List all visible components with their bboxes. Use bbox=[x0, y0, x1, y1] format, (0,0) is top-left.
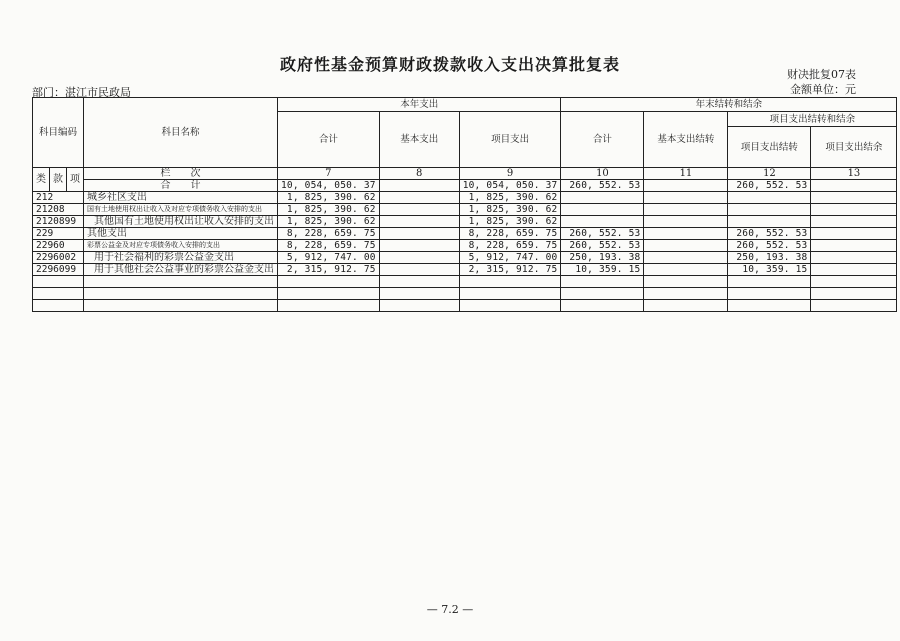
col-number: 7 bbox=[278, 168, 380, 180]
total-cell bbox=[379, 180, 459, 192]
value-cell bbox=[811, 216, 897, 228]
value-cell: 1, 825, 390. 62 bbox=[278, 204, 380, 216]
col-number: 11 bbox=[644, 168, 728, 180]
value-cell bbox=[379, 240, 459, 252]
value-cell: 1, 825, 390. 62 bbox=[459, 216, 561, 228]
empty-row bbox=[33, 276, 897, 288]
col-number: 12 bbox=[728, 168, 811, 180]
value-cell bbox=[811, 264, 897, 276]
col-number: 9 bbox=[459, 168, 561, 180]
value-cell: 260, 552. 53 bbox=[561, 228, 644, 240]
department-label: 部门：湛江市民政局 bbox=[32, 86, 131, 99]
value-cell bbox=[644, 204, 728, 216]
table-row bbox=[33, 192, 897, 204]
project-surplus-header: 项目支出结余 bbox=[811, 127, 897, 168]
col-number: 8 bbox=[379, 168, 459, 180]
subject-name: 国有土地使用权出让收入及对应专项债务收入安排的支出 bbox=[84, 204, 278, 216]
subject-name: 彩票公益金及对应专项债务收入安排的支出 bbox=[84, 240, 278, 252]
empty-row bbox=[33, 288, 897, 300]
subject-name: 其他支出 bbox=[84, 228, 278, 240]
value-cell bbox=[561, 204, 644, 216]
value-cell: 2, 315, 912. 75 bbox=[278, 264, 380, 276]
value-cell bbox=[644, 264, 728, 276]
value-cell bbox=[379, 252, 459, 264]
year-end-header: 年末结转和结余 bbox=[561, 98, 897, 112]
total-cell: 260, 552. 53 bbox=[561, 180, 644, 192]
value-cell bbox=[644, 228, 728, 240]
value-cell bbox=[379, 204, 459, 216]
subject-code: 2120899 bbox=[33, 216, 84, 228]
value-cell bbox=[728, 204, 811, 216]
value-cell bbox=[644, 240, 728, 252]
total-cell bbox=[811, 180, 897, 192]
xiang-header: 项 bbox=[67, 168, 84, 192]
subject-code: 21208 bbox=[33, 204, 84, 216]
value-cell bbox=[644, 252, 728, 264]
subject-code: 212 bbox=[33, 192, 84, 204]
value-cell: 260, 552. 53 bbox=[728, 228, 811, 240]
subject-code: 2296002 bbox=[33, 252, 84, 264]
subject-name: 用于其他社会公益事业的彩票公益金支出 bbox=[84, 264, 278, 276]
budget-table bbox=[32, 97, 897, 312]
col-number: 10 bbox=[561, 168, 644, 180]
value-cell: 250, 193. 38 bbox=[561, 252, 644, 264]
value-cell: 2, 315, 912. 75 bbox=[459, 264, 561, 276]
subject-name-header: 科目名称 bbox=[84, 98, 278, 168]
subject-code: 229 bbox=[33, 228, 84, 240]
value-cell: 8, 228, 659. 75 bbox=[459, 240, 561, 252]
ye-total-header: 合计 bbox=[561, 112, 644, 168]
total-cell: 10, 054, 050. 37 bbox=[459, 180, 561, 192]
value-cell bbox=[561, 216, 644, 228]
value-cell: 10, 359. 15 bbox=[728, 264, 811, 276]
table-row bbox=[33, 216, 897, 228]
value-cell bbox=[379, 192, 459, 204]
column-number-row bbox=[33, 168, 897, 180]
table-row bbox=[33, 204, 897, 216]
header-row-1 bbox=[33, 98, 897, 112]
empty-row bbox=[33, 300, 897, 312]
totals-row bbox=[33, 180, 897, 192]
project-header: 项目支出 bbox=[459, 112, 561, 168]
table-row bbox=[33, 228, 897, 240]
amount-unit: 金额单位：元 bbox=[790, 83, 856, 96]
value-cell: 260, 552. 53 bbox=[561, 240, 644, 252]
value-cell: 1, 825, 390. 62 bbox=[278, 192, 380, 204]
total-cell: 260, 552. 53 bbox=[728, 180, 811, 192]
project-carry-group-header: 项目支出结转和结余 bbox=[728, 112, 897, 127]
value-cell bbox=[379, 264, 459, 276]
basic-carry-header: 基本支出结转 bbox=[644, 112, 728, 168]
subject-code: 2296099 bbox=[33, 264, 84, 276]
value-cell: 5, 912, 747. 00 bbox=[459, 252, 561, 264]
value-cell bbox=[811, 240, 897, 252]
form-code: 财决批复07表 bbox=[787, 68, 856, 81]
value-cell: 1, 825, 390. 62 bbox=[278, 216, 380, 228]
basic-header: 基本支出 bbox=[379, 112, 459, 168]
sum-label: 合 计 bbox=[84, 180, 278, 192]
table-row bbox=[33, 264, 897, 276]
value-cell: 8, 228, 659. 75 bbox=[278, 240, 380, 252]
value-cell: 5, 912, 747. 00 bbox=[278, 252, 380, 264]
value-cell: 8, 228, 659. 75 bbox=[278, 228, 380, 240]
value-cell bbox=[728, 216, 811, 228]
total-cell: 10, 054, 050. 37 bbox=[278, 180, 380, 192]
value-cell: 250, 193. 38 bbox=[728, 252, 811, 264]
subject-name: 城乡社区支出 bbox=[84, 192, 278, 204]
total-header: 合计 bbox=[278, 112, 380, 168]
value-cell: 8, 228, 659. 75 bbox=[459, 228, 561, 240]
value-cell bbox=[728, 192, 811, 204]
subject-code-header: 科目编码 bbox=[33, 98, 84, 168]
table-row bbox=[33, 252, 897, 264]
subject-name: 用于社会福利的彩票公益金支出 bbox=[84, 252, 278, 264]
value-cell: 1, 825, 390. 62 bbox=[459, 204, 561, 216]
value-cell bbox=[561, 192, 644, 204]
value-cell bbox=[644, 192, 728, 204]
value-cell: 1, 825, 390. 62 bbox=[459, 192, 561, 204]
value-cell bbox=[811, 192, 897, 204]
value-cell bbox=[379, 228, 459, 240]
table-row bbox=[33, 240, 897, 252]
subject-code: 22960 bbox=[33, 240, 84, 252]
lei-header: 类 bbox=[33, 168, 50, 192]
value-cell bbox=[811, 228, 897, 240]
current-year-header: 本年支出 bbox=[278, 98, 561, 112]
value-cell: 10, 359. 15 bbox=[561, 264, 644, 276]
total-cell bbox=[644, 180, 728, 192]
value-cell bbox=[644, 216, 728, 228]
project-carry-header: 项目支出结转 bbox=[728, 127, 811, 168]
subject-name: 其他国有土地使用权出让收入安排的支出 bbox=[84, 216, 278, 228]
value-cell: 260, 552. 53 bbox=[728, 240, 811, 252]
row-label: 栏 次 bbox=[84, 168, 278, 180]
value-cell bbox=[379, 216, 459, 228]
col-number: 13 bbox=[811, 168, 897, 180]
page-title: 政府性基金预算财政拨款收入支出决算批复表 bbox=[279, 55, 620, 74]
value-cell bbox=[811, 252, 897, 264]
value-cell bbox=[811, 204, 897, 216]
kuan-header: 款 bbox=[50, 168, 67, 192]
page-number: — 7.2 — bbox=[426, 603, 474, 616]
